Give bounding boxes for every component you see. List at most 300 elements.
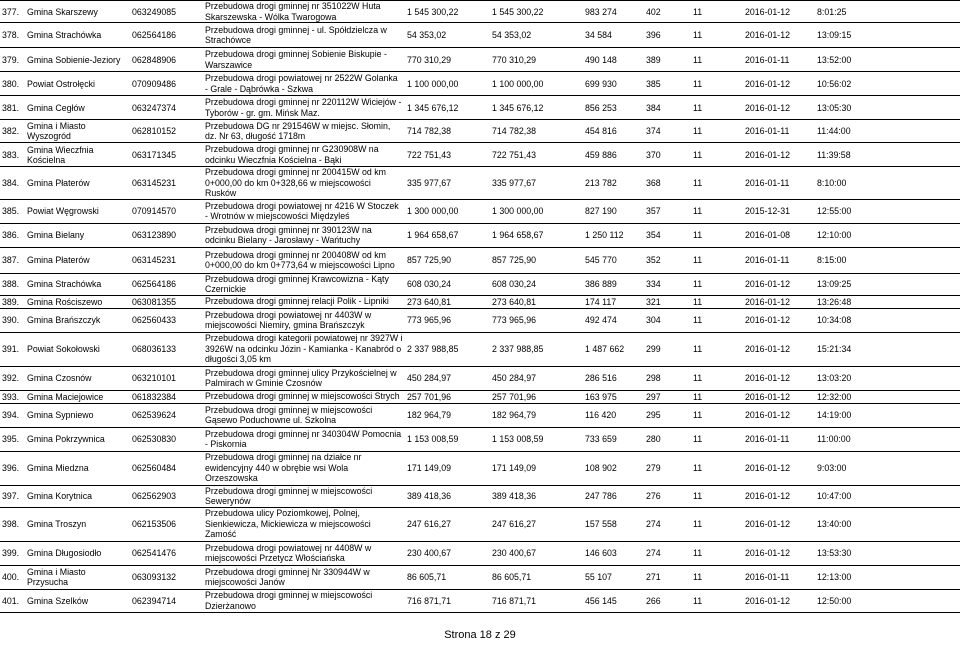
score-points-cell: 374 xyxy=(644,120,691,143)
region-code-cell: 11 xyxy=(691,332,743,366)
applicant-name-cell: Gmina Szelków xyxy=(25,589,130,612)
score-points-cell: 321 xyxy=(644,295,691,308)
subsidy-amount-cell: 146 603 xyxy=(583,541,644,565)
regon-code-cell: 062560484 xyxy=(130,451,203,485)
project-title-cell: Przebudowa drogi gminnej w miejscowości Sewerynów xyxy=(203,485,405,507)
row-number-cell: 387. xyxy=(0,247,25,273)
regon-code-cell: 068036133 xyxy=(130,332,203,366)
submission-time-cell: 11:44:00 xyxy=(815,120,960,143)
region-code-cell: 11 xyxy=(691,507,743,541)
subsidy-amount-cell: 733 659 xyxy=(583,427,644,451)
project-title-cell: Przebudowa drogi gminnej - ul. Spółdzielcza w Strachówce xyxy=(203,23,405,48)
eligible-cost-cell: 1 153 008,59 xyxy=(490,427,583,451)
region-code-cell: 11 xyxy=(691,403,743,427)
project-title-cell: Przebudowa drogi gminnej nr 220112W Wiciejów - Tyborów - gr. gm. Mińsk Maz. xyxy=(203,96,405,120)
applicant-name-cell: Gmina Płaterów xyxy=(25,167,130,200)
row-number-cell: 396. xyxy=(0,451,25,485)
total-cost-cell: 335 977,67 xyxy=(405,167,490,200)
applicant-name-cell: Powiat Sokołowski xyxy=(25,332,130,366)
applicant-name-cell: Gmina Wieczfnia Kościelna xyxy=(25,143,130,167)
row-number-cell: 384. xyxy=(0,167,25,200)
total-cost-cell: 171 149,09 xyxy=(405,451,490,485)
regon-code-cell: 063145231 xyxy=(130,247,203,273)
row-number-cell: 391. xyxy=(0,332,25,366)
submission-date-cell: 2016-01-11 xyxy=(743,167,815,200)
applicant-name-cell: Gmina Czosnów xyxy=(25,366,130,390)
submission-date-cell: 2016-01-12 xyxy=(743,23,815,48)
table-row xyxy=(0,390,960,403)
eligible-cost-cell: 608 030,24 xyxy=(490,273,583,295)
total-cost-cell: 230 400,67 xyxy=(405,541,490,565)
project-title-cell: Przebudowa drogi gminnej w miejscowości Gąsewo Poduchowne ul. Szkolna xyxy=(203,403,405,427)
row-number-cell: 389. xyxy=(0,295,25,308)
page-number-label: Strona 18 z 29 xyxy=(444,629,516,641)
row-number-cell: 378. xyxy=(0,23,25,48)
score-points-cell: 279 xyxy=(644,451,691,485)
applicant-name-cell: Gmina Miedzna xyxy=(25,451,130,485)
submission-time-cell: 12:10:00 xyxy=(815,223,960,247)
applicant-name-cell: Gmina Strachówka xyxy=(25,23,130,48)
table-row xyxy=(0,507,960,541)
subsidy-amount-cell: 174 117 xyxy=(583,295,644,308)
region-code-cell: 11 xyxy=(691,565,743,589)
project-title-cell: Przebudowa drogi gminnej nr 200408W od km 0+000,00 do km 0+773,64 w miejscowości Lipno xyxy=(203,247,405,273)
project-title-cell: Przebudowa DG nr 291546W w miejsc. Słomin, dz. Nr 63, długość 1718m xyxy=(203,120,405,143)
submission-date-cell: 2016-01-11 xyxy=(743,120,815,143)
row-number-cell: 398. xyxy=(0,507,25,541)
eligible-cost-cell: 714 782,38 xyxy=(490,120,583,143)
total-cost-cell: 450 284,97 xyxy=(405,366,490,390)
region-code-cell: 11 xyxy=(691,167,743,200)
regon-code-cell: 063081355 xyxy=(130,295,203,308)
total-cost-cell: 857 725,90 xyxy=(405,247,490,273)
total-cost-cell: 54 353,02 xyxy=(405,23,490,48)
subsidy-amount-cell: 459 886 xyxy=(583,143,644,167)
regon-code-cell: 063145231 xyxy=(130,167,203,200)
regon-code-cell: 061832384 xyxy=(130,390,203,403)
project-title-cell: Przebudowa drogi powiatowej nr 4403W w miejscowości Niemiry, gmina Brańszczyk xyxy=(203,308,405,332)
total-cost-cell: 714 782,38 xyxy=(405,120,490,143)
subsidy-amount-cell: 545 770 xyxy=(583,247,644,273)
score-points-cell: 295 xyxy=(644,403,691,427)
project-title-cell: Przebudowa drogi powiatowej nr 4216 W Stoczek - Wrotnów w miejscowości Międzyleś xyxy=(203,199,405,223)
row-number-cell: 386. xyxy=(0,223,25,247)
total-cost-cell: 273 640,81 xyxy=(405,295,490,308)
regon-code-cell: 070914570 xyxy=(130,199,203,223)
project-title-cell: Przebudowa drogi gminnej w miejscowości Dzierżanowo xyxy=(203,589,405,612)
submission-time-cell: 13:03:20 xyxy=(815,366,960,390)
applicant-name-cell: Gmina Brańszczyk xyxy=(25,308,130,332)
eligible-cost-cell: 722 751,43 xyxy=(490,143,583,167)
applicant-name-cell: Gmina i Miasto Przysucha xyxy=(25,565,130,589)
region-code-cell: 11 xyxy=(691,1,743,23)
submission-date-cell: 2016-01-12 xyxy=(743,507,815,541)
region-code-cell: 11 xyxy=(691,485,743,507)
score-points-cell: 297 xyxy=(644,390,691,403)
region-code-cell: 11 xyxy=(691,273,743,295)
total-cost-cell: 1 100 000,00 xyxy=(405,72,490,96)
applicant-name-cell: Gmina Korytnica xyxy=(25,485,130,507)
score-points-cell: 385 xyxy=(644,72,691,96)
project-title-cell: Przebudowa drogi gminnej nr 200415W od km 0+000,00 do km 0+328,66 w miejscowości Rusków xyxy=(203,167,405,200)
table-row xyxy=(0,541,960,565)
eligible-cost-cell: 2 337 988,85 xyxy=(490,332,583,366)
applicant-name-cell: Gmina Pokrzywnica xyxy=(25,427,130,451)
regon-code-cell: 063210101 xyxy=(130,366,203,390)
table-row xyxy=(0,451,960,485)
score-points-cell: 280 xyxy=(644,427,691,451)
submission-time-cell: 13:09:15 xyxy=(815,23,960,48)
row-number-cell: 379. xyxy=(0,48,25,72)
total-cost-cell: 1 345 676,12 xyxy=(405,96,490,120)
submission-date-cell: 2016-01-12 xyxy=(743,451,815,485)
total-cost-cell: 608 030,24 xyxy=(405,273,490,295)
row-number-cell: 381. xyxy=(0,96,25,120)
eligible-cost-cell: 230 400,67 xyxy=(490,541,583,565)
region-code-cell: 11 xyxy=(691,223,743,247)
submission-date-cell: 2016-01-12 xyxy=(743,485,815,507)
submission-time-cell: 10:56:02 xyxy=(815,72,960,96)
region-code-cell: 11 xyxy=(691,48,743,72)
project-title-cell: Przebudowa drogi gminnej ulicy Przykościelnej w Palmirach w Gminie Czosnów xyxy=(203,366,405,390)
applicant-name-cell: Powiat Węgrowski xyxy=(25,199,130,223)
submission-date-cell: 2016-01-11 xyxy=(743,247,815,273)
regon-code-cell: 062564186 xyxy=(130,23,203,48)
eligible-cost-cell: 182 964,79 xyxy=(490,403,583,427)
regon-code-cell: 062541476 xyxy=(130,541,203,565)
table-row xyxy=(0,199,960,223)
applicant-name-cell: Gmina Sypniewo xyxy=(25,403,130,427)
subsidy-amount-cell: 1 250 112 xyxy=(583,223,644,247)
applicant-name-cell: Gmina Bielany xyxy=(25,223,130,247)
applicant-name-cell: Gmina Sobienie-Jeziory xyxy=(25,48,130,72)
eligible-cost-cell: 171 149,09 xyxy=(490,451,583,485)
applicant-name-cell: Powiat Ostrołęcki xyxy=(25,72,130,96)
project-title-cell: Przebudowa drogi gminnej na działce nr ewidencyjny 440 w obrębie wsi Wola Orzeszowska xyxy=(203,451,405,485)
regon-code-cell: 062153506 xyxy=(130,507,203,541)
page-footer xyxy=(0,629,960,641)
row-number-cell: 390. xyxy=(0,308,25,332)
score-points-cell: 274 xyxy=(644,507,691,541)
score-points-cell: 402 xyxy=(644,1,691,23)
regon-code-cell: 062539624 xyxy=(130,403,203,427)
project-title-cell: Przebudowa drogi powiatowej nr 4408W w miejscowości Przetycz Włościańska xyxy=(203,541,405,565)
row-number-cell: 380. xyxy=(0,72,25,96)
eligible-cost-cell: 54 353,02 xyxy=(490,23,583,48)
total-cost-cell: 86 605,71 xyxy=(405,565,490,589)
submission-time-cell: 13:40:00 xyxy=(815,507,960,541)
subsidy-amount-cell: 983 274 xyxy=(583,1,644,23)
submission-date-cell: 2016-01-11 xyxy=(743,427,815,451)
row-number-cell: 394. xyxy=(0,403,25,427)
submission-time-cell: 13:09:25 xyxy=(815,273,960,295)
submission-time-cell: 12:13:00 xyxy=(815,565,960,589)
total-cost-cell: 1 545 300,22 xyxy=(405,1,490,23)
submission-date-cell: 2016-01-11 xyxy=(743,48,815,72)
table-row xyxy=(0,247,960,273)
region-code-cell: 11 xyxy=(691,366,743,390)
applicant-name-cell: Gmina Skarszewy xyxy=(25,1,130,23)
submission-date-cell: 2016-01-12 xyxy=(743,366,815,390)
eligible-cost-cell: 1 964 658,67 xyxy=(490,223,583,247)
score-points-cell: 298 xyxy=(644,366,691,390)
eligible-cost-cell: 857 725,90 xyxy=(490,247,583,273)
submission-date-cell: 2016-01-12 xyxy=(743,403,815,427)
submission-date-cell: 2016-01-12 xyxy=(743,390,815,403)
score-points-cell: 370 xyxy=(644,143,691,167)
submission-time-cell: 13:05:30 xyxy=(815,96,960,120)
subsidy-amount-cell: 247 786 xyxy=(583,485,644,507)
table-row xyxy=(0,308,960,332)
project-title-cell: Przebudowa drogi gminnej Krawcowizna - Kąty Czernickie xyxy=(203,273,405,295)
score-points-cell: 368 xyxy=(644,167,691,200)
regon-code-cell: 062562903 xyxy=(130,485,203,507)
regon-code-cell: 063093132 xyxy=(130,565,203,589)
applicant-name-cell: Gmina Płaterów xyxy=(25,247,130,273)
subsidy-amount-cell: 490 148 xyxy=(583,48,644,72)
applicant-name-cell: Gmina Maciejowice xyxy=(25,390,130,403)
submission-time-cell: 15:21:34 xyxy=(815,332,960,366)
submission-time-cell: 14:19:00 xyxy=(815,403,960,427)
submission-date-cell: 2016-01-12 xyxy=(743,541,815,565)
regon-code-cell: 063123890 xyxy=(130,223,203,247)
region-code-cell: 11 xyxy=(691,199,743,223)
project-title-cell: Przebudowa drogi kategorii powiatowej nr 3927W i 3926W na odcinku Józin - Kamianka - Kanabród o długości 3,05 km xyxy=(203,332,405,366)
regon-code-cell: 062530830 xyxy=(130,427,203,451)
row-number-cell: 385. xyxy=(0,199,25,223)
table-row xyxy=(0,427,960,451)
regon-code-cell: 063247374 xyxy=(130,96,203,120)
applicant-name-cell: Gmina Strachówka xyxy=(25,273,130,295)
regon-code-cell: 063249085 xyxy=(130,1,203,23)
row-number-cell: 388. xyxy=(0,273,25,295)
region-code-cell: 11 xyxy=(691,120,743,143)
table-row xyxy=(0,223,960,247)
table-row xyxy=(0,273,960,295)
submission-time-cell: 8:15:00 xyxy=(815,247,960,273)
subsidy-amount-cell: 1 487 662 xyxy=(583,332,644,366)
submission-date-cell: 2016-01-12 xyxy=(743,308,815,332)
subsidy-amount-cell: 116 420 xyxy=(583,403,644,427)
total-cost-cell: 722 751,43 xyxy=(405,143,490,167)
eligible-cost-cell: 86 605,71 xyxy=(490,565,583,589)
submission-time-cell: 12:50:00 xyxy=(815,589,960,612)
applicant-name-cell: Gmina Rościszewo xyxy=(25,295,130,308)
table-row xyxy=(0,120,960,143)
score-points-cell: 396 xyxy=(644,23,691,48)
subsidy-amount-cell: 827 190 xyxy=(583,199,644,223)
project-title-cell: Przebudowa drogi gminnej nr 390123W na odcinku Bielany - Jarosławy - Wańtuchy xyxy=(203,223,405,247)
eligible-cost-cell: 1 545 300,22 xyxy=(490,1,583,23)
total-cost-cell: 716 871,71 xyxy=(405,589,490,612)
table-row xyxy=(0,366,960,390)
submission-time-cell: 11:00:00 xyxy=(815,427,960,451)
score-points-cell: 304 xyxy=(644,308,691,332)
region-code-cell: 11 xyxy=(691,541,743,565)
table-row xyxy=(0,23,960,48)
region-code-cell: 11 xyxy=(691,247,743,273)
total-cost-cell: 770 310,29 xyxy=(405,48,490,72)
row-number-cell: 397. xyxy=(0,485,25,507)
subsidy-amount-cell: 456 145 xyxy=(583,589,644,612)
subsidy-amount-cell: 34 584 xyxy=(583,23,644,48)
submission-time-cell: 9:03:00 xyxy=(815,451,960,485)
region-code-cell: 11 xyxy=(691,295,743,308)
project-title-cell: Przebudowa drogi gminnej nr 340304W Pomocnia - Piskornia xyxy=(203,427,405,451)
table-row xyxy=(0,1,960,23)
row-number-cell: 400. xyxy=(0,565,25,589)
score-points-cell: 352 xyxy=(644,247,691,273)
score-points-cell: 334 xyxy=(644,273,691,295)
eligible-cost-cell: 450 284,97 xyxy=(490,366,583,390)
eligible-cost-cell: 257 701,96 xyxy=(490,390,583,403)
submission-time-cell: 12:32:00 xyxy=(815,390,960,403)
project-title-cell: Przebudowa drogi gminnej w miejscowości Strych xyxy=(203,390,405,403)
eligible-cost-cell: 1 300 000,00 xyxy=(490,199,583,223)
subsidy-amount-cell: 856 253 xyxy=(583,96,644,120)
region-code-cell: 11 xyxy=(691,23,743,48)
project-title-cell: Przebudowa drogi gminnej Nr 330944W w miejscowości Janów xyxy=(203,565,405,589)
project-title-cell: Przebudowa ulicy Poziomkowej, Polnej, Sienkiewicza, Mickiewicza w miejscowości Zamość xyxy=(203,507,405,541)
score-points-cell: 354 xyxy=(644,223,691,247)
row-number-cell: 399. xyxy=(0,541,25,565)
region-code-cell: 11 xyxy=(691,96,743,120)
table-row xyxy=(0,403,960,427)
submission-date-cell: 2016-01-12 xyxy=(743,143,815,167)
total-cost-cell: 247 616,27 xyxy=(405,507,490,541)
region-code-cell: 11 xyxy=(691,72,743,96)
score-points-cell: 357 xyxy=(644,199,691,223)
regon-code-cell: 063171345 xyxy=(130,143,203,167)
total-cost-cell: 773 965,96 xyxy=(405,308,490,332)
row-number-cell: 383. xyxy=(0,143,25,167)
total-cost-cell: 389 418,36 xyxy=(405,485,490,507)
subsidy-amount-cell: 699 930 xyxy=(583,72,644,96)
score-points-cell: 271 xyxy=(644,565,691,589)
project-title-cell: Przebudowa drogi powiatowej nr 2522W Golanka - Grale - Dąbrówka - Szkwa xyxy=(203,72,405,96)
table-row xyxy=(0,143,960,167)
table-row xyxy=(0,332,960,366)
score-points-cell: 299 xyxy=(644,332,691,366)
project-title-cell: Przebudowa drogi gminnej nr G230908W na odcinku Wieczfnia Kościelna - Bąki xyxy=(203,143,405,167)
table-row xyxy=(0,589,960,612)
submission-time-cell: 12:55:00 xyxy=(815,199,960,223)
applicant-name-cell: Gmina Troszyn xyxy=(25,507,130,541)
subsidy-amount-cell: 55 107 xyxy=(583,565,644,589)
table-row xyxy=(0,167,960,200)
eligible-cost-cell: 716 871,71 xyxy=(490,589,583,612)
region-code-cell: 11 xyxy=(691,143,743,167)
total-cost-cell: 2 337 988,85 xyxy=(405,332,490,366)
table-row xyxy=(0,72,960,96)
subsidy-amount-cell: 286 516 xyxy=(583,366,644,390)
submission-date-cell: 2015-12-31 xyxy=(743,199,815,223)
total-cost-cell: 1 153 008,59 xyxy=(405,427,490,451)
submission-date-cell: 2016-01-08 xyxy=(743,223,815,247)
submission-date-cell: 2016-01-12 xyxy=(743,72,815,96)
submission-date-cell: 2016-01-12 xyxy=(743,589,815,612)
project-title-cell: Przebudowa drogi gminnej Sobienie Biskupie - Warszawice xyxy=(203,48,405,72)
submission-time-cell: 10:34:08 xyxy=(815,308,960,332)
submission-date-cell: 2016-01-12 xyxy=(743,332,815,366)
regon-code-cell: 070909486 xyxy=(130,72,203,96)
subsidy-amount-cell: 213 782 xyxy=(583,167,644,200)
row-number-cell: 401. xyxy=(0,589,25,612)
eligible-cost-cell: 1 100 000,00 xyxy=(490,72,583,96)
subsidy-amount-cell: 492 474 xyxy=(583,308,644,332)
regon-code-cell: 062394714 xyxy=(130,589,203,612)
row-number-cell: 395. xyxy=(0,427,25,451)
applicant-name-cell: Gmina i Miasto Wyszogród xyxy=(25,120,130,143)
regon-code-cell: 062810152 xyxy=(130,120,203,143)
applicant-name-cell: Gmina Cegłów xyxy=(25,96,130,120)
table-row xyxy=(0,485,960,507)
score-points-cell: 276 xyxy=(644,485,691,507)
score-points-cell: 274 xyxy=(644,541,691,565)
total-cost-cell: 1 300 000,00 xyxy=(405,199,490,223)
table-row xyxy=(0,96,960,120)
eligible-cost-cell: 389 418,36 xyxy=(490,485,583,507)
row-number-cell: 377. xyxy=(0,1,25,23)
table-row xyxy=(0,565,960,589)
submission-time-cell: 13:26:48 xyxy=(815,295,960,308)
score-points-cell: 266 xyxy=(644,589,691,612)
submission-time-cell: 13:53:30 xyxy=(815,541,960,565)
submission-time-cell: 13:52:00 xyxy=(815,48,960,72)
row-number-cell: 382. xyxy=(0,120,25,143)
subsidy-amount-cell: 163 975 xyxy=(583,390,644,403)
submission-time-cell: 8:10:00 xyxy=(815,167,960,200)
table-body xyxy=(0,1,960,613)
subsidy-amount-cell: 108 902 xyxy=(583,451,644,485)
regon-code-cell: 062560433 xyxy=(130,308,203,332)
region-code-cell: 11 xyxy=(691,589,743,612)
submission-time-cell: 10:47:00 xyxy=(815,485,960,507)
project-title-cell: Przebudowa drogi gminnej nr 351022W Huta Skarszewska - Wólka Twarogowa xyxy=(203,1,405,23)
eligible-cost-cell: 770 310,29 xyxy=(490,48,583,72)
subsidy-amount-cell: 454 816 xyxy=(583,120,644,143)
total-cost-cell: 1 964 658,67 xyxy=(405,223,490,247)
submission-date-cell: 2016-01-11 xyxy=(743,565,815,589)
eligible-cost-cell: 335 977,67 xyxy=(490,167,583,200)
eligible-cost-cell: 773 965,96 xyxy=(490,308,583,332)
eligible-cost-cell: 1 345 676,12 xyxy=(490,96,583,120)
region-code-cell: 11 xyxy=(691,451,743,485)
regon-code-cell: 062564186 xyxy=(130,273,203,295)
score-points-cell: 384 xyxy=(644,96,691,120)
submission-time-cell: 11:39:58 xyxy=(815,143,960,167)
subsidy-amount-cell: 386 889 xyxy=(583,273,644,295)
regon-code-cell: 062848906 xyxy=(130,48,203,72)
score-points-cell: 389 xyxy=(644,48,691,72)
submission-date-cell: 2016-01-12 xyxy=(743,96,815,120)
submission-time-cell: 8:01:25 xyxy=(815,1,960,23)
table-row xyxy=(0,295,960,308)
total-cost-cell: 257 701,96 xyxy=(405,390,490,403)
eligible-cost-cell: 247 616,27 xyxy=(490,507,583,541)
total-cost-cell: 182 964,79 xyxy=(405,403,490,427)
project-title-cell: Przebudowa drogi gminnej relacji Polik - Lipniki xyxy=(203,295,405,308)
applicant-name-cell: Gmina Długosiodło xyxy=(25,541,130,565)
subsidy-amount-cell: 157 558 xyxy=(583,507,644,541)
region-code-cell: 11 xyxy=(691,308,743,332)
submission-date-cell: 2016-01-12 xyxy=(743,273,815,295)
table-row xyxy=(0,48,960,72)
row-number-cell: 393. xyxy=(0,390,25,403)
row-number-cell: 392. xyxy=(0,366,25,390)
eligible-cost-cell: 273 640,81 xyxy=(490,295,583,308)
submission-date-cell: 2016-01-12 xyxy=(743,1,815,23)
